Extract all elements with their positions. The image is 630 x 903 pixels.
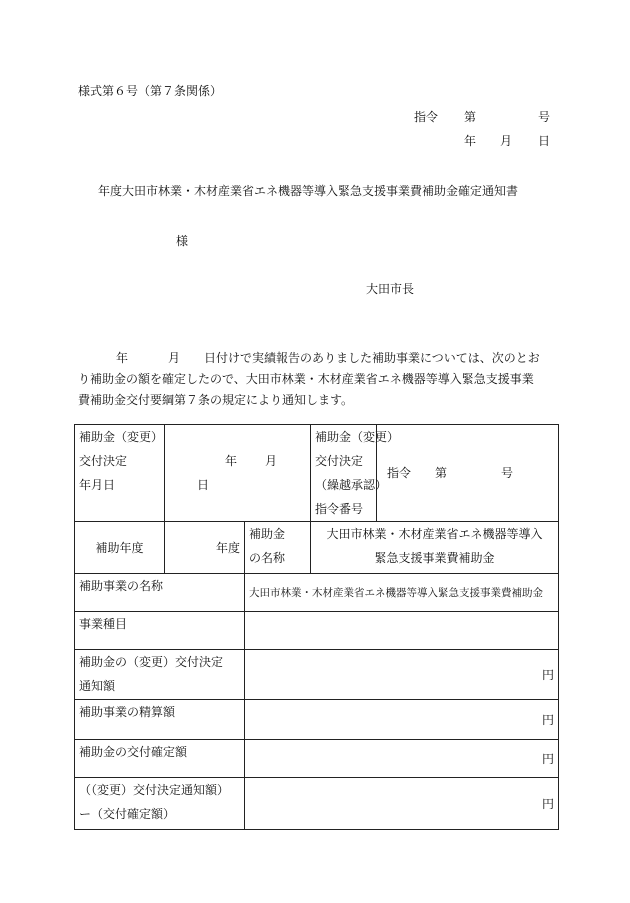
decision-date-label: 補助金（変更） 交付決定 年月日 (75, 425, 165, 522)
issue-date-year: 年 (464, 134, 477, 148)
decision-amount-label: 補助金の（変更）交付決定 通知額 (75, 650, 245, 700)
project-name-label: 補助事業の名称 (75, 574, 245, 612)
recipient-suffix: 様 (176, 234, 189, 248)
decision-amount-value: 円 (245, 650, 559, 700)
body-month: 月 (168, 351, 181, 365)
decision-number-value: 指令 第 号 (377, 425, 559, 522)
table-row-decision-amount (75, 650, 559, 700)
doc-no-dai: 第 (464, 110, 477, 124)
body-year: 年 (116, 351, 129, 365)
issue-date-month: 月 (500, 134, 513, 148)
project-type-label: 事業種目 (75, 612, 245, 650)
fiscal-year-value: 年度 (165, 522, 245, 574)
settlement-amount-label: 補助事業の精算額 (75, 700, 245, 740)
table-row-fiscal-year (75, 522, 559, 574)
table-row-decision (75, 425, 559, 522)
body-day-text: 日付けで実績報告のありました補助事業については、次のとお (204, 351, 540, 365)
confirmed-amount-label: 補助金の交付確定額 (75, 740, 245, 778)
table-row-project-name (75, 574, 559, 612)
body-line-2: り補助金の額を確定したので、大田市林業・木材産業省エネ機器等導入緊急支援事業 (78, 372, 534, 386)
settlement-amount-value: 円 (245, 700, 559, 740)
issue-date-day: 日 (538, 134, 551, 148)
table-row-project-type (75, 612, 559, 650)
table-row-settlement-amount (75, 700, 559, 740)
body-line-3: 費補助金交付要綱第７条の規定により通知します。 (78, 393, 354, 407)
difference-value: 円 (245, 778, 559, 830)
form-number: 様式第６号（第７条関係） (78, 84, 223, 98)
project-name-value: 大田市林業・木材産業省エネ機器等導入緊急支援事業費補助金 (245, 574, 559, 612)
doc-no-prefix: 指令 (414, 110, 439, 124)
body-line-1 (78, 348, 558, 369)
doc-no-go: 号 (538, 110, 551, 124)
subsidy-name-value: 大田市林業・木材産業省エネ機器等導入 緊急支援事業費補助金 (311, 522, 559, 574)
subsidy-name-label: 補助金 の名称 (245, 522, 311, 574)
table-row-difference (75, 778, 559, 830)
decision-number-label: 補助金（変更） 交付決定 （繰越承認） 指令番号 (311, 425, 377, 522)
confirmed-amount-value: 円 (245, 740, 559, 778)
confirmation-table (74, 424, 559, 830)
decision-date-value: 年 月日 (165, 425, 311, 522)
document-title: 年度大田市林業・木材産業省エネ機器等導入緊急支援事業費補助金確定通知書 (98, 184, 519, 198)
sender-name: 大田市長 (366, 282, 415, 296)
project-type-value (245, 612, 559, 650)
fiscal-year-label: 補助年度 (75, 522, 165, 574)
body-paragraph (78, 348, 558, 411)
table-row-confirmed-amount (75, 740, 559, 778)
difference-label: （（変更）交付決定通知額） ー（交付確定額） (75, 778, 245, 830)
